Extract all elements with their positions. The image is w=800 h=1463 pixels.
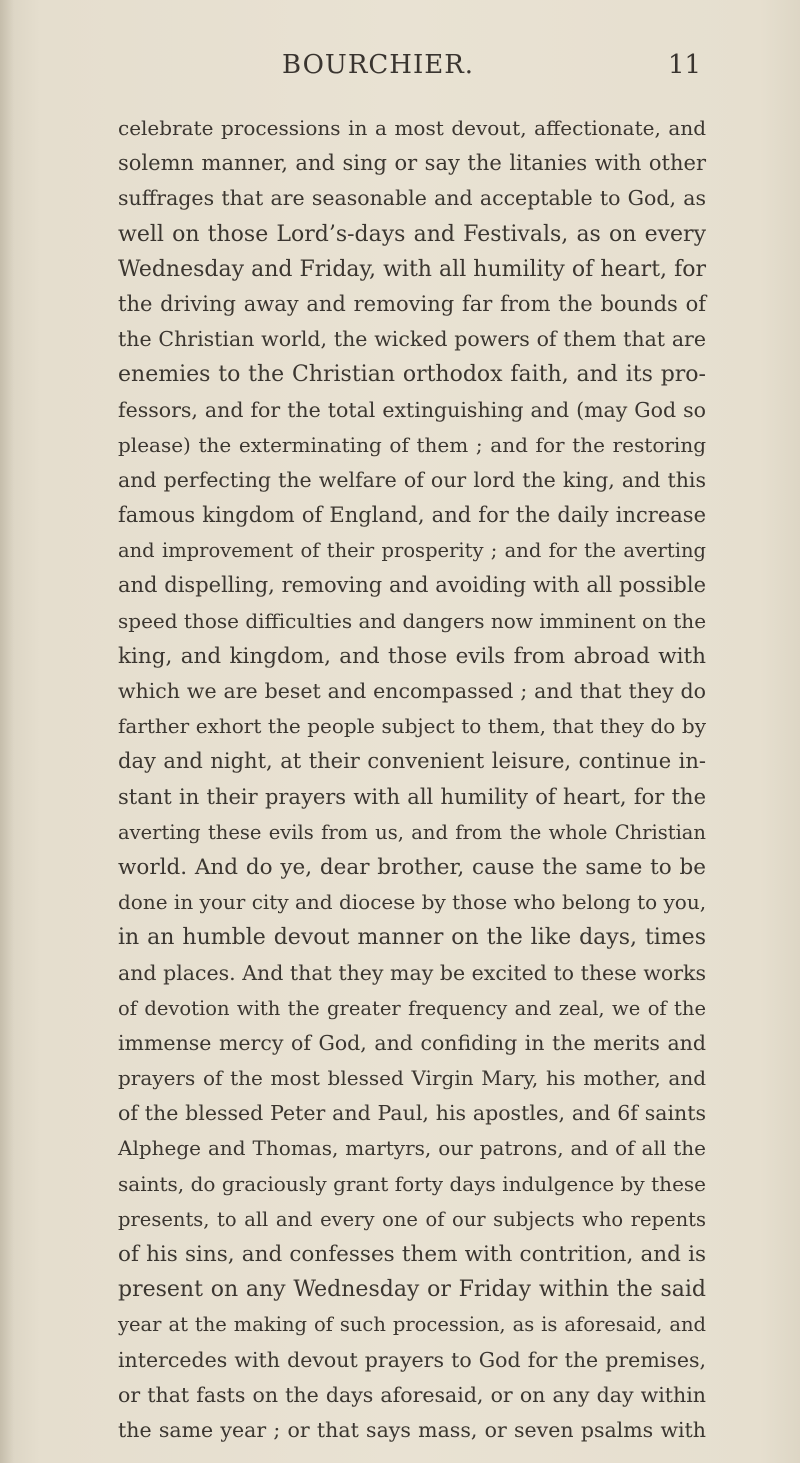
text-line: and improvement of their prosperity ; and for the averting: [118, 539, 706, 563]
text-line: fessors, and for the total extinguishing and (may God so: [118, 397, 706, 422]
text-line: king, and kingdom, and those evils from abroad with: [118, 643, 706, 669]
text-line: intercedes with devout prayers to God for the premises,: [118, 1347, 706, 1372]
text-line: done in your city and diocese by those who belong to you,: [118, 890, 707, 915]
text-line: farther exhort the people subject to them, that they do by: [118, 714, 706, 739]
text-line: year at the making of such procession, as is aforesaid, and: [118, 1313, 706, 1337]
text-line: Alphege and Thomas, martyrs, our patrons, and of all the: [118, 1136, 706, 1161]
text-line: the driving away and removing far from the bounds of: [118, 291, 706, 316]
text-line: of devotion with the greater frequency and zeal, we of the: [118, 996, 706, 1020]
text-line: averting these evils from us, and from the whole Christian: [118, 820, 706, 844]
text-line: day and night, at their convenient leisure, continue in-: [118, 749, 706, 774]
text-line: of his sins, and confesses them with contrition, and is: [118, 1242, 706, 1267]
text-line: Wednesday and Friday, with all humility of heart, for: [118, 256, 706, 282]
text-line: world. And do ye, dear brother, cause the same to be: [118, 854, 706, 880]
page-number: 11: [668, 50, 702, 80]
text-line: in an humble devout manner on the like days, times: [118, 925, 706, 951]
text-line: enemies to the Christian orthodox faith, and its pro-: [118, 362, 706, 388]
text-line: stant in their prayers with all humility of heart, for the: [118, 784, 706, 809]
text-line: which we are beset and encompassed ; and that they do: [118, 679, 706, 703]
text-line: and places. And that they may be excited to these works: [118, 960, 706, 985]
text-line: present on any Wednesday or Friday within the said: [118, 1277, 706, 1303]
text-line: celebrate processions in a most devout, affectionate, and: [118, 116, 706, 140]
text-line: please) the exterminating of them ; and for the restoring: [118, 432, 706, 457]
page-gutter-shadow: [0, 0, 14, 1463]
text-line: solemn manner, and sing or say the litanies with other: [118, 151, 706, 176]
text-line: well on those Lord’s-days and Festivals, as on every: [118, 221, 706, 247]
text-line: of the blessed Peter and Paul, his apostles, and 6f saints: [118, 1101, 706, 1126]
running-head: [0, 50, 800, 90]
text-line: and dispelling, removing and avoiding with all possible: [118, 573, 706, 598]
text-line: presents, to all and every one of our subjects who repents: [118, 1207, 706, 1231]
text-line: suffrages that are seasonable and acceptable to God, as: [118, 186, 706, 211]
text-line: famous kingdom of England, and for the daily increase: [118, 503, 706, 528]
body-text: [118, 111, 707, 1442]
text-line: prayers of the most blessed Virgin Mary, his mother, and: [118, 1066, 706, 1091]
text-line: speed those difficulties and dangers now imminent on the: [118, 608, 707, 633]
text-line: and perfecting the welfare of our lord the king, and this: [118, 467, 706, 492]
text-line: or that fasts on the days aforesaid, or on any day within: [118, 1382, 706, 1407]
running-title: BOURCHIER.: [282, 50, 475, 80]
text-line: the same year ; or that says mass, or seven psalms with: [118, 1417, 706, 1442]
text-line: immense mercy of God, and confiding in the merits and: [118, 1030, 706, 1055]
text-line: saints, do graciously grant forty days indulgence by these: [118, 1171, 706, 1196]
text-line: the Christian world, the wicked powers of them that are: [118, 327, 706, 352]
